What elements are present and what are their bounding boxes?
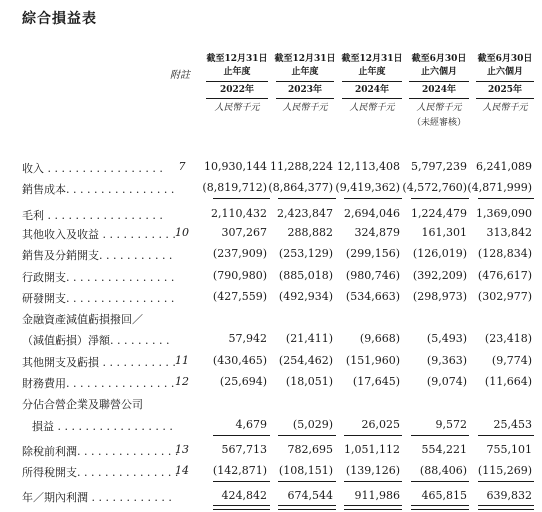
- column-header-h1-2024: [406, 53, 472, 133]
- value-cell: (9,363): [426, 354, 467, 367]
- value-cell: (980,746): [345, 269, 400, 282]
- period-line2: 止年度: [358, 67, 386, 77]
- subtotal-rule: [344, 481, 402, 482]
- value-cell: (253,129): [278, 247, 333, 260]
- table-row: [0, 287, 542, 307]
- row-label: （減值虧損）淨額. . . . . . . . .: [22, 334, 170, 347]
- header-rule: [476, 81, 534, 82]
- value-cell: (21,411): [285, 332, 333, 345]
- value-cell: 26,025: [361, 418, 400, 431]
- value-cell: 4,679: [235, 418, 267, 431]
- total-double-rule: [278, 505, 336, 510]
- value-cell: (427,559): [212, 290, 267, 303]
- column-header-2024: [339, 53, 405, 133]
- value-cell: (392,209): [412, 269, 467, 282]
- year-rule: [476, 98, 534, 99]
- row-label: 其他開支及虧損 . . . . . . . . . . .: [22, 356, 176, 369]
- value-cell: 1,224,479: [411, 207, 467, 220]
- year-rule: [409, 98, 469, 99]
- row-label: 年／期內利潤 . . . . . . . . . . . .: [22, 491, 172, 504]
- value-cell: (9,774): [491, 354, 532, 367]
- year-rule: [342, 98, 402, 99]
- subtotal-rule: [478, 198, 534, 199]
- year-rule: [206, 98, 268, 99]
- period-line1: 截至12月31日: [341, 54, 403, 64]
- period-year: 2024年: [421, 85, 457, 95]
- value-cell: (126,019): [412, 247, 467, 260]
- value-cell: 313,842: [486, 226, 532, 239]
- row-label: 銷售及分銷開支. . . . . . . . . . .: [22, 249, 173, 262]
- value-cell: 424,842: [221, 489, 267, 502]
- value-cell: 782,695: [287, 443, 333, 456]
- value-cell: (4,572,760): [402, 181, 467, 194]
- value-cell: (298,973): [412, 290, 467, 303]
- row-label: 其他收入及收益 . . . . . . . . . . .: [22, 228, 176, 241]
- value-cell: (476,617): [477, 269, 532, 282]
- value-cell: (88,406): [419, 464, 467, 477]
- period-line1: 截至12月31日: [274, 54, 336, 64]
- column-header-2023: [273, 53, 337, 133]
- header-rule: [276, 81, 334, 82]
- subtotal-rule: [344, 198, 402, 199]
- total-double-rule: [344, 505, 402, 510]
- subtotal-rule: [478, 481, 534, 482]
- row-label: 金融資產減值虧損撥回／: [22, 313, 143, 326]
- value-cell: 639,832: [486, 489, 532, 502]
- value-cell: (885,018): [278, 269, 333, 282]
- row-label: 損益 . . . . . . . . . . . . . . . . .: [32, 420, 173, 433]
- subtotal-rule: [411, 435, 469, 436]
- value-cell: (128,834): [477, 247, 532, 260]
- value-cell: 10,930,144: [204, 160, 267, 173]
- value-cell: 1,369,090: [476, 207, 532, 220]
- currency-unit: 人民幣千元: [482, 103, 528, 113]
- subtotal-rule: [213, 198, 270, 199]
- table-row: [0, 266, 542, 286]
- period-year: 2025年: [487, 85, 523, 95]
- value-cell: 6,241,089: [476, 160, 532, 173]
- period-line1: 截至6月30日: [477, 54, 533, 64]
- value-cell: (151,960): [345, 354, 400, 367]
- period-line2: 止六個月: [486, 67, 523, 77]
- value-cell: (9,419,362): [335, 181, 400, 194]
- value-cell: 674,544: [287, 489, 333, 502]
- column-header-h1-2025: [473, 53, 537, 133]
- row-note: 14: [175, 464, 189, 477]
- value-cell: (790,980): [212, 269, 267, 282]
- value-cell: (9,074): [426, 375, 467, 388]
- subtotal-rule: [411, 198, 469, 199]
- value-cell: 1,051,112: [344, 443, 400, 456]
- value-cell: 307,267: [221, 226, 267, 239]
- row-label: 銷售成本. . . . . . . . . . . . . . . .: [22, 183, 175, 196]
- value-cell: (299,156): [345, 247, 400, 260]
- value-cell: (9,668): [359, 332, 400, 345]
- table-row: [0, 329, 542, 349]
- row-note: 13: [175, 443, 189, 456]
- total-double-rule: [478, 505, 534, 510]
- value-cell: (237,909): [212, 247, 267, 260]
- value-cell: 554,221: [421, 443, 467, 456]
- period-line1: 截至12月31日: [206, 54, 268, 64]
- period-line2: 止年度: [223, 67, 251, 77]
- total-double-rule: [213, 505, 270, 510]
- value-cell: 288,882: [287, 226, 333, 239]
- row-label: 毛利 . . . . . . . . . . . . . . . . .: [22, 209, 163, 222]
- value-cell: (302,977): [477, 290, 532, 303]
- value-cell: 9,572: [435, 418, 467, 431]
- value-cell: 57,942: [228, 332, 267, 345]
- table-row: [0, 178, 542, 198]
- subtotal-rule: [344, 435, 402, 436]
- row-label: 研發開支. . . . . . . . . . . . . . . .: [22, 292, 175, 305]
- value-cell: 5,797,239: [411, 160, 467, 173]
- period-year: 2024年: [354, 85, 390, 95]
- subtotal-rule: [278, 198, 336, 199]
- row-label: 行政開支. . . . . . . . . . . . . . . .: [22, 271, 175, 284]
- subtotal-rule: [213, 435, 270, 436]
- value-cell: (18,051): [285, 375, 333, 388]
- subtotal-rule: [278, 435, 336, 436]
- unaudited-note: （未經審核）: [411, 118, 466, 128]
- value-cell: (23,418): [484, 332, 532, 345]
- value-cell: 2,110,432: [211, 207, 267, 220]
- value-cell: (254,462): [278, 354, 333, 367]
- row-label: 所得稅開支. . . . . . . . . . . . . . .: [22, 466, 179, 479]
- value-cell: (8,864,377): [268, 181, 333, 194]
- value-cell: 2,423,847: [277, 207, 333, 220]
- header-rule: [342, 81, 402, 82]
- row-label: 收入 . . . . . . . . . . . . . . . . .: [22, 162, 163, 175]
- value-cell: (534,663): [345, 290, 400, 303]
- header-rule: [206, 81, 268, 82]
- note-column-header: 附註: [170, 70, 190, 81]
- table-row: [0, 223, 542, 243]
- currency-unit: 人民幣千元: [282, 103, 328, 113]
- column-header-2022: [203, 53, 271, 133]
- value-cell: 465,815: [421, 489, 467, 502]
- value-cell: 2,694,046: [344, 207, 400, 220]
- value-cell: 25,453: [493, 418, 532, 431]
- value-cell: 567,713: [221, 443, 267, 456]
- currency-unit: 人民幣千元: [416, 103, 462, 113]
- value-cell: (4,871,999): [467, 181, 532, 194]
- value-cell: 911,986: [354, 489, 400, 502]
- value-cell: (5,493): [426, 332, 467, 345]
- row-label: 財務費用. . . . . . . . . . . . . . . .: [22, 377, 175, 390]
- statement-title: 綜合損益表: [22, 11, 97, 27]
- value-cell: (108,151): [278, 464, 333, 477]
- row-note: 10: [175, 226, 189, 239]
- value-cell: 11,288,224: [270, 160, 333, 173]
- row-note: 11: [175, 354, 189, 367]
- period-line1: 截至6月30日: [411, 54, 467, 64]
- row-label: 除稅前利潤. . . . . . . . . . . . . . .: [22, 445, 179, 458]
- value-cell: (5,029): [292, 418, 333, 431]
- value-cell: 755,101: [486, 443, 532, 456]
- value-cell: (142,871): [212, 464, 267, 477]
- year-rule: [276, 98, 334, 99]
- value-cell: 324,879: [354, 226, 400, 239]
- period-year: 2022年: [219, 85, 255, 95]
- value-cell: (8,819,712): [202, 181, 267, 194]
- table-row: [0, 393, 542, 413]
- row-note: 7: [178, 160, 186, 173]
- period-line2: 止六個月: [420, 67, 457, 77]
- table-row: [0, 244, 542, 264]
- period-year: 2023年: [287, 85, 323, 95]
- table-row: [0, 351, 542, 371]
- table-row: [0, 440, 542, 460]
- value-cell: (17,645): [352, 375, 400, 388]
- table-row: [0, 415, 542, 435]
- subtotal-rule: [278, 481, 336, 482]
- currency-unit: 人民幣千元: [214, 103, 260, 113]
- value-cell: (11,664): [484, 375, 532, 388]
- value-cell: (492,934): [278, 290, 333, 303]
- value-cell: (430,465): [212, 354, 267, 367]
- table-row: [0, 308, 542, 328]
- table-row: [0, 372, 542, 392]
- total-double-rule: [411, 505, 469, 510]
- period-line2: 止年度: [291, 67, 319, 77]
- value-cell: (139,126): [345, 464, 400, 477]
- table-row: [0, 486, 542, 506]
- currency-unit: 人民幣千元: [349, 103, 395, 113]
- value-cell: 12,113,408: [337, 160, 400, 173]
- subtotal-rule: [478, 435, 534, 436]
- value-cell: 161,301: [421, 226, 467, 239]
- header-rule: [409, 81, 469, 82]
- row-label: 分佔合營企業及聯營公司: [22, 398, 143, 411]
- table-row: [0, 157, 542, 177]
- value-cell: (115,269): [477, 464, 532, 477]
- subtotal-rule: [213, 481, 270, 482]
- table-row: [0, 461, 542, 481]
- value-cell: (25,694): [219, 375, 267, 388]
- table-row: [0, 204, 542, 224]
- row-note: 12: [175, 375, 189, 388]
- subtotal-rule: [411, 481, 469, 482]
